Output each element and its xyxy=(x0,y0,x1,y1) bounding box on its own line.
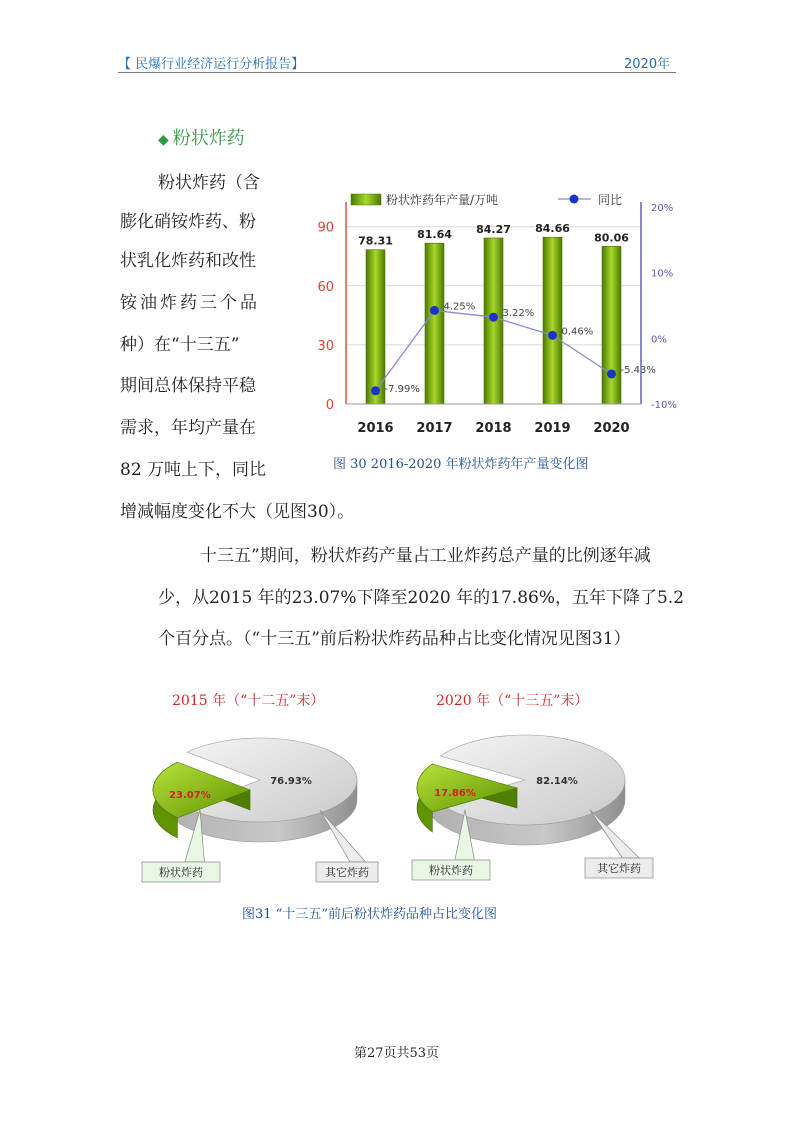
left-tick-label: 0 xyxy=(325,398,334,413)
yoy-point xyxy=(489,313,498,322)
pie-value-other: 76.93% xyxy=(270,776,312,787)
legend-line-marker xyxy=(570,195,579,204)
left-tick-label: 60 xyxy=(317,279,334,295)
pie-2015-title: 2015 年（“十二五”末） xyxy=(172,693,325,709)
section-heading xyxy=(158,124,245,150)
callout-label: 其它炸药 xyxy=(597,862,641,875)
x-tick-label: 2016 xyxy=(357,421,394,436)
x-tick-label: 2019 xyxy=(534,421,571,436)
yoy-point xyxy=(548,331,557,340)
yoy-label: -7.99% xyxy=(384,383,420,395)
paragraph-line: 需求，年均产量在 xyxy=(120,418,256,438)
x-tick-label: 2018 xyxy=(475,421,512,436)
page-number: 第27页共53页 xyxy=(353,1046,440,1061)
bar xyxy=(425,243,444,404)
paragraph-line: 十三五”期间，粉状炸药产量占工业炸药总产量的比例逐年减 xyxy=(200,546,651,566)
bar-value-label: 84.27 xyxy=(476,222,511,236)
paragraph-line: 铵油炸药三个品 xyxy=(120,293,260,313)
paragraph-line: 膨化硝铵炸药、粉 xyxy=(120,212,256,232)
paragraph-line: 种）在“十三五” xyxy=(120,335,240,355)
section-title: 粉状炸药 xyxy=(172,128,245,149)
yoy-point xyxy=(430,306,439,315)
bar xyxy=(602,246,621,404)
header-year: 2020年 xyxy=(624,57,671,72)
header-title: 【 民爆行业经济运行分析报告】 xyxy=(118,57,305,72)
yoy-label: -5.43% xyxy=(620,364,656,376)
paragraph-line: 个百分点。（“十三五”前后粉状炸药品种占比变化情况见图31） xyxy=(158,629,631,649)
paragraph-line: 少，从2015 年的23.07%下降至2020 年的17.86%，五年下降了5.2 xyxy=(158,588,685,608)
share-pie-charts xyxy=(130,715,670,895)
paragraph-line: 粉状炸药（含 xyxy=(158,173,260,193)
callout-label: 其它炸药 xyxy=(325,866,369,879)
right-tick-label: 20% xyxy=(651,203,674,214)
header-divider xyxy=(118,72,676,73)
left-tick-label: 30 xyxy=(317,338,334,354)
bar xyxy=(543,237,562,404)
legend-line-label: 同比 xyxy=(598,193,623,207)
paragraph-line: 期间总体保持平稳 xyxy=(120,376,256,396)
bar-value-label: 81.64 xyxy=(417,228,452,242)
callout-label: 粉状炸药 xyxy=(159,866,203,879)
yoy-label: 4.25% xyxy=(443,301,476,313)
paragraph-line: 增减幅度变化不大（见图30）。 xyxy=(120,502,355,522)
diamond-icon: ◆ xyxy=(158,132,169,148)
paragraph-line: 状乳化炸药和改性 xyxy=(120,251,256,271)
figure-31-caption: 图31 “十三五”前后粉状炸药品种占比变化图 xyxy=(242,907,497,922)
right-tick-label: -10% xyxy=(651,400,677,411)
yoy-label: 0.46% xyxy=(561,326,594,338)
legend-bar-swatch xyxy=(351,194,381,205)
yoy-label: 3.22% xyxy=(502,308,535,320)
pie-value-powder: 17.86% xyxy=(434,788,476,799)
left-tick-label: 90 xyxy=(317,220,334,236)
right-tick-label: 0% xyxy=(651,334,667,346)
paragraph-line: 82 万吨上下，同比 xyxy=(120,460,267,480)
figure-30-caption: 图 30 2016-2020 年粉状炸药年产量变化图 xyxy=(333,457,589,472)
bar-value-label: 78.31 xyxy=(358,234,393,248)
callout-label: 粉状炸药 xyxy=(429,864,473,877)
pie-value-powder: 23.07% xyxy=(169,790,211,801)
bar-value-label: 80.06 xyxy=(594,231,629,245)
bar-value-label: 84.66 xyxy=(535,222,570,236)
yoy-point xyxy=(371,386,380,395)
pie-value-other: 82.14% xyxy=(536,776,578,787)
legend-bar-label: 粉状炸药年产量/万吨 xyxy=(386,193,499,207)
pie-2020-title: 2020 年（“十三五”末） xyxy=(436,693,589,709)
right-tick-label: 10% xyxy=(651,268,674,280)
production-chart xyxy=(296,182,696,448)
x-tick-label: 2020 xyxy=(593,421,630,436)
x-tick-label: 2017 xyxy=(416,421,453,436)
yoy-point xyxy=(607,369,616,378)
